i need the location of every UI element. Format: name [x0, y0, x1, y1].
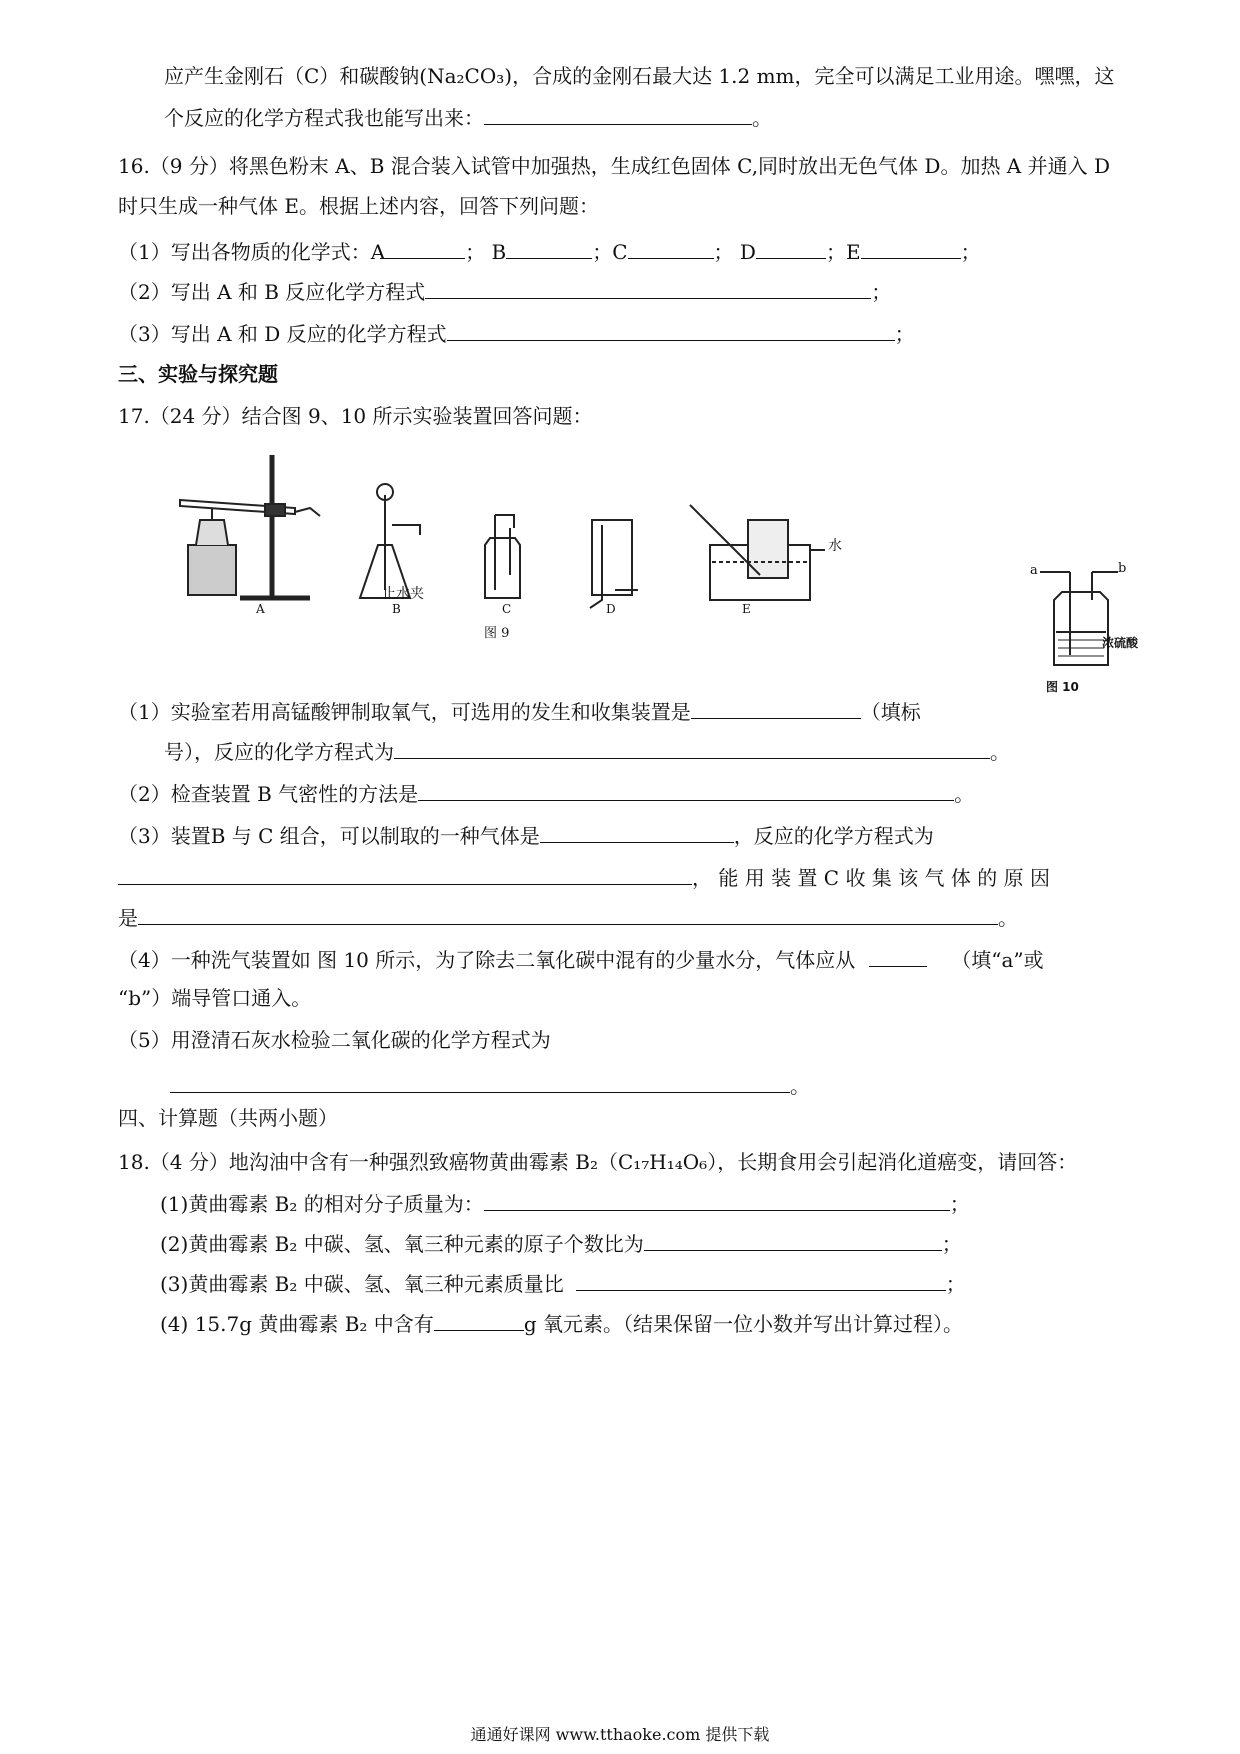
q17-part3-label: （3）装置B 与 C 组合，可以制取的一种气体是 [118, 824, 540, 848]
q17-part5: （5）用澄清石灰水检验二氧化碳的化学方程式为 [118, 1028, 551, 1052]
q17-part2-end: 。 [954, 782, 975, 806]
figure-10-wash-bottle [1030, 560, 1140, 690]
q18-part2 [160, 1228, 962, 1258]
q16-part3 [118, 318, 915, 348]
q17-part1-line2 [164, 736, 1010, 766]
fig10-a-label: a [1030, 563, 1038, 578]
answer-blank[interactable] [484, 1188, 950, 1211]
answer-blank[interactable] [869, 944, 927, 967]
q16-part3-label: （3）写出 A 和 D 反应的化学方程式 [118, 322, 447, 346]
answer-blank-e[interactable] [861, 236, 961, 259]
figure-9-apparatus [170, 450, 930, 650]
answer-blank[interactable] [644, 1228, 942, 1251]
q16-sep: ；E [825, 240, 861, 264]
acid-label: 浓硫酸 [1102, 636, 1139, 650]
label-d: D [606, 602, 616, 616]
answer-blank[interactable] [138, 902, 998, 925]
answer-blank[interactable] [691, 696, 861, 719]
q17-part4-line1 [118, 944, 1044, 974]
q18-part4 [160, 1308, 963, 1338]
q17-part1-label2: 号），反应的化学方程式为 [164, 740, 394, 764]
q18-part4-tail: g 氧元素。（结果保留一位小数并写出计算过程）。 [523, 1312, 963, 1336]
answer-blank[interactable] [484, 102, 752, 125]
q17-part3-line2 [118, 862, 1050, 892]
q18-part3-label: (3)黄曲霉素 B₂ 中碳、氢、氧三种元素质量比 [160, 1272, 564, 1296]
q16-sep: ； B [465, 240, 507, 264]
q17-part2 [118, 778, 974, 808]
q16-part2-end: ； [871, 280, 892, 304]
answer-blank-c[interactable] [628, 236, 714, 259]
q17-part3-shi: 是 [118, 906, 138, 930]
q18-intro: 18.（4 分）地沟油中含有一种强烈致癌物黄曲霉素 B₂（C₁₇H₁₄O₆），长期食用会引起消化道癌变，请回答： [118, 1150, 1078, 1174]
q17-part3-reason-label: ， 能 用 装 置 C 收 集 该 气 体 的 原 因 [692, 866, 1050, 890]
figure-9-caption: 图 9 [484, 626, 510, 641]
q17-part1-text: （1）实验室若用高锰酸钾制取氧气，可选用的发生和收集装置是 [118, 700, 691, 724]
q17-part2-label: （2）检查装置 B 气密性的方法是 [118, 782, 419, 806]
q16-line2: 时只生成一种气体 E。根据上述内容，回答下列问题： [118, 194, 599, 218]
q16-sep: ； D [713, 240, 756, 264]
q15-line2 [164, 102, 772, 132]
q18-part3-end: ； [945, 1272, 966, 1296]
q15-line1: 应产生金刚石（C）和碳酸钠(Na₂CO₃)，合成的金刚石最大达 1.2 mm，完全可以满足工业用途。嘿嘿，这 [164, 64, 1115, 88]
answer-blank[interactable] [118, 862, 692, 885]
label-e: E [742, 602, 751, 616]
q18-part1 [160, 1188, 970, 1218]
q17-part5-end: 。 [790, 1074, 810, 1098]
q18-part3 [160, 1268, 966, 1298]
q17-intro: 17.（24 分）结合图 9、10 所示实验装置回答问题： [118, 404, 593, 428]
q17-part3-end: 。 [998, 906, 1018, 930]
answer-blank[interactable] [540, 820, 734, 843]
q17-part4-line2: “b”）端导管口通入。 [118, 986, 312, 1010]
section-3-heading: 三、实验与探究题 [118, 362, 278, 386]
answer-blank[interactable] [447, 318, 895, 341]
answer-blank[interactable] [434, 1308, 524, 1331]
q16-part2 [118, 276, 891, 306]
apparatus-d [590, 520, 638, 608]
answer-blank-b[interactable] [506, 236, 592, 259]
q16-part1-label: （1）写出各物质的化学式：A [118, 240, 386, 264]
q18-part2-end: ； [941, 1232, 962, 1256]
q17-part3-line3 [118, 902, 1018, 932]
q18-part4-label: (4) 15.7g 黄曲霉素 B₂ 中含有 [160, 1312, 434, 1336]
apparatus-a [180, 455, 320, 598]
q17-part4-tail: （填“a”或 [951, 948, 1044, 972]
q15-line2-end: 。 [752, 106, 772, 130]
q17-part1-line1 [118, 696, 921, 726]
label-b: B [392, 602, 401, 616]
q18-part1-label: (1)黄曲霉素 B₂ 的相对分子质量为： [160, 1192, 484, 1216]
q16-sep: ；C [592, 240, 628, 264]
answer-blank[interactable] [425, 276, 871, 299]
clamp-label: 止水夹 [382, 586, 424, 602]
answer-blank[interactable] [394, 736, 990, 759]
apparatus-b [360, 484, 420, 598]
answer-blank[interactable] [576, 1268, 946, 1291]
q18-part1-end: ； [949, 1192, 970, 1216]
figure-10-caption: 图 10 [1046, 680, 1079, 694]
q17-part1-tail: （填标 [860, 700, 921, 724]
q18-part2-label: (2)黄曲霉素 B₂ 中碳、氢、氧三种元素的原子个数比为 [160, 1232, 644, 1256]
answer-blank-d[interactable] [756, 236, 826, 259]
q16-part2-label: （2）写出 A 和 B 反应化学方程式 [118, 280, 426, 304]
label-c: C [502, 602, 512, 616]
q17-part4-label: （4）一种洗气装置如 图 10 所示，为了除去二氧化碳中混有的少量水分，气体应从 [118, 948, 856, 972]
apparatus-e [690, 505, 825, 600]
q16-part1 [118, 236, 981, 266]
q17-part3-line1 [118, 820, 934, 850]
q17-part1-end: 。 [990, 740, 1010, 764]
q16-sep: ； [960, 240, 981, 264]
apparatus-c [485, 515, 520, 598]
answer-blank[interactable] [170, 1070, 790, 1093]
answer-blank[interactable] [418, 778, 954, 801]
answer-blank-a[interactable] [385, 236, 465, 259]
section-4-heading: 四、计算题（共两小题） [118, 1106, 338, 1130]
label-a: A [256, 602, 265, 616]
fig10-b-label: b [1118, 561, 1127, 576]
water-label: 水 [828, 538, 842, 554]
q17-part5-answer [170, 1070, 810, 1100]
q16-line1: 16.（9 分）将黑色粉末 A、B 混合装入试管中加强热，生成红色固体 C,同时放出无色气体 D。加热 A 并通入 D [118, 154, 1110, 178]
q16-part3-end: ； [894, 322, 915, 346]
q15-line2-text: 个反应的化学方程式我也能写出来： [164, 106, 484, 130]
page-footer: 通通好课网 www.tthaoke.com 提供下载 [470, 1725, 770, 1744]
q17-part3-tail: ，反应的化学方程式为 [733, 824, 934, 848]
